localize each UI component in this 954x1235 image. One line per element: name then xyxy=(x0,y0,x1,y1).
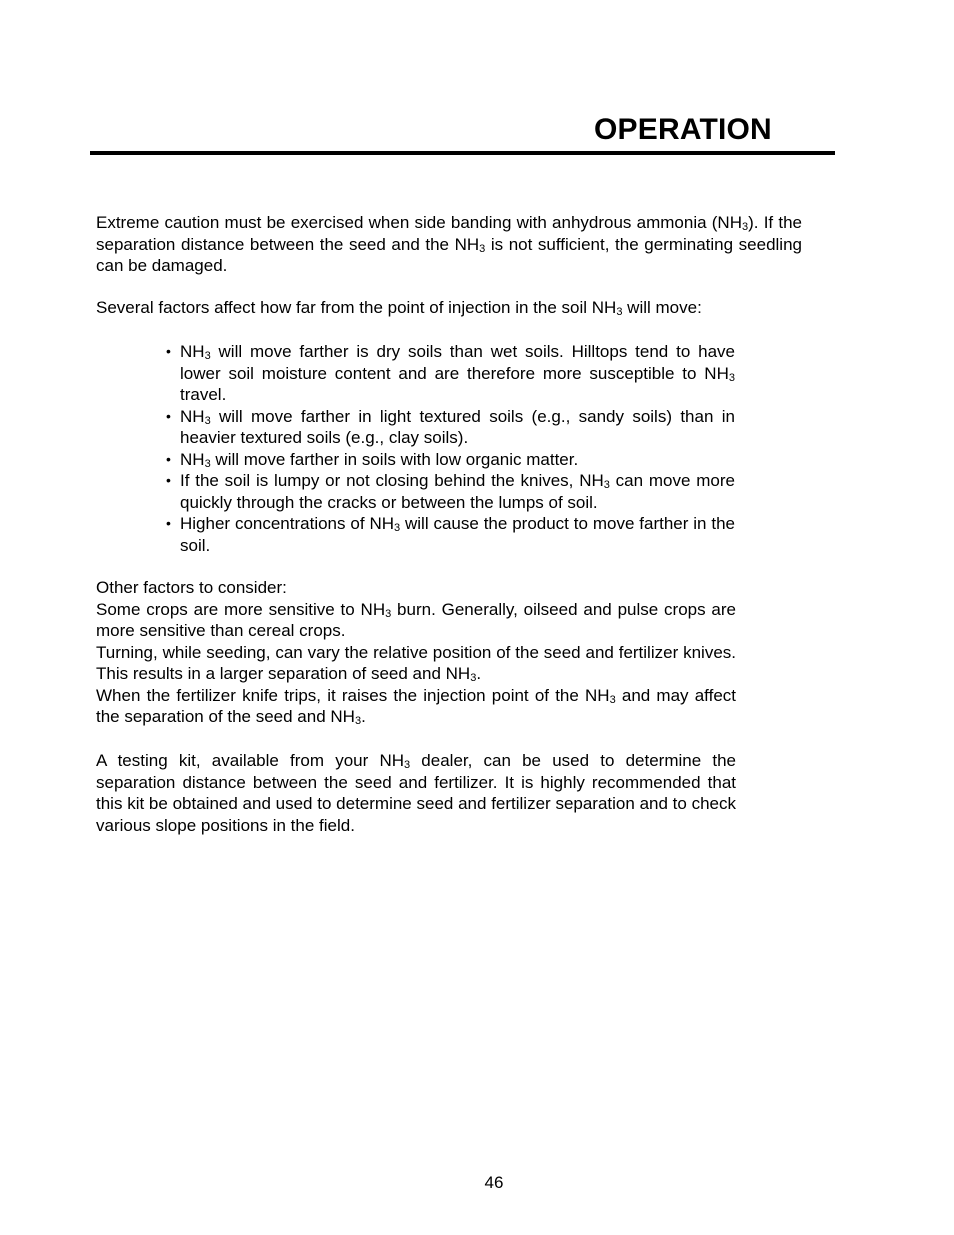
turning-text xyxy=(96,642,736,685)
bullet-item xyxy=(166,513,735,556)
knife-text-2: and may affect the separation of the seed and NH xyxy=(96,685,737,726)
subscript: 3 xyxy=(394,522,401,534)
bullet-text: Higher concentrations of xyxy=(180,514,370,533)
chemical-formula: NH xyxy=(180,449,205,469)
factors-intro-text-2: will move: xyxy=(622,298,702,317)
title-divider xyxy=(90,151,835,155)
other-factors-heading: Other factors to consider: xyxy=(96,578,287,597)
intro-paragraph xyxy=(96,212,802,277)
bullet-item xyxy=(166,341,735,406)
chemical-formula: NH xyxy=(369,514,394,533)
page-title: OPERATION xyxy=(594,113,772,146)
factors-intro-paragraph xyxy=(96,297,802,319)
subscript: 3 xyxy=(609,693,616,706)
subscript: 3 xyxy=(204,457,211,470)
chemical-formula: NH xyxy=(579,471,604,490)
testing-kit-paragraph xyxy=(96,750,736,836)
subscript: 3 xyxy=(728,371,735,384)
page-number: 46 xyxy=(484,1173,504,1192)
bullet-text: will cause the product to move farther in the soil. xyxy=(180,514,735,555)
chemical-formula: NH xyxy=(180,342,205,361)
chemical-formula: NH xyxy=(180,406,205,426)
testing-kit-text-2: dealer, can be used to determine the separation distance between the seed and fertilizer. It is highly recommended that this kit be obtained and used to determine seed and fertilizer separation and to check various slope positions in the field. xyxy=(96,751,736,835)
subscript: 3 xyxy=(204,350,211,362)
subscript: 3 xyxy=(741,221,749,233)
intro-text-2: ). If the separation distance between the seed and the NH xyxy=(96,213,802,254)
knife-trip-text xyxy=(96,685,736,728)
crops-text-2: burn. Generally, oilseed and pulse crops are more sensitive than cereal crops. xyxy=(96,599,736,640)
bullet-text: will move farther is dry soils than wet soils. Hilltops tend to have lower soil moisture content and are therefore more susceptible to NH xyxy=(180,342,735,383)
turning-text-1: Turning, while seeding, can vary the relative position of the seed and fertilizer knives. This results in a larger separation of seed and NH xyxy=(96,642,736,683)
knife-text-3: . xyxy=(361,707,366,726)
bullet-item xyxy=(166,449,735,471)
subscript: 3 xyxy=(479,242,486,255)
bullet-item xyxy=(166,470,735,513)
intro-text-1: Extreme caution must be exercised when side banding with anhydrous ammonia (NH xyxy=(96,213,742,232)
intro-text-3: is not sufficient, the germinating seedling can be damaged. xyxy=(96,234,802,275)
knife-text-1: When the fertilizer knife trips, it raises the injection point of the NH xyxy=(96,685,610,705)
subscript: 3 xyxy=(616,306,623,318)
turning-text-2: . xyxy=(476,664,482,683)
crops-text-1: Some crops are more sensitive to NH xyxy=(96,599,386,619)
bullet-text: travel. xyxy=(180,385,227,404)
other-factors-section xyxy=(96,577,736,728)
subscript: 3 xyxy=(354,715,362,727)
bullet-text: will move farther in soils with low organic matter. xyxy=(210,449,579,469)
crops-sensitivity-text xyxy=(96,599,736,642)
bullet-icon: • xyxy=(166,407,171,424)
subscript: 3 xyxy=(470,672,477,684)
bullet-icon: • xyxy=(166,472,171,488)
testing-kit-text-1: A testing kit, available from your NH xyxy=(96,751,404,770)
factors-intro-text-1: Several factors affect how far from the point of injection in the soil NH xyxy=(96,298,617,317)
bullet-text: can move more quickly through the cracks or between the lumps of soil. xyxy=(180,471,735,512)
subscript: 3 xyxy=(404,759,411,771)
subscript: 3 xyxy=(204,414,211,427)
bullet-icon: • xyxy=(166,343,171,359)
factors-bullet-list xyxy=(166,341,735,556)
subscript: 3 xyxy=(385,607,392,620)
bullet-icon: • xyxy=(166,515,171,531)
subscript: 3 xyxy=(603,479,610,491)
bullet-text: will move farther in light textured soils (e.g., sandy soils) than in heavier textured soils (e.g., clay soils). xyxy=(180,406,735,447)
bullet-item xyxy=(166,406,735,449)
bullet-text: If the soil is lumpy or not closing behind the knives, xyxy=(180,471,580,490)
bullet-icon: • xyxy=(166,450,171,467)
